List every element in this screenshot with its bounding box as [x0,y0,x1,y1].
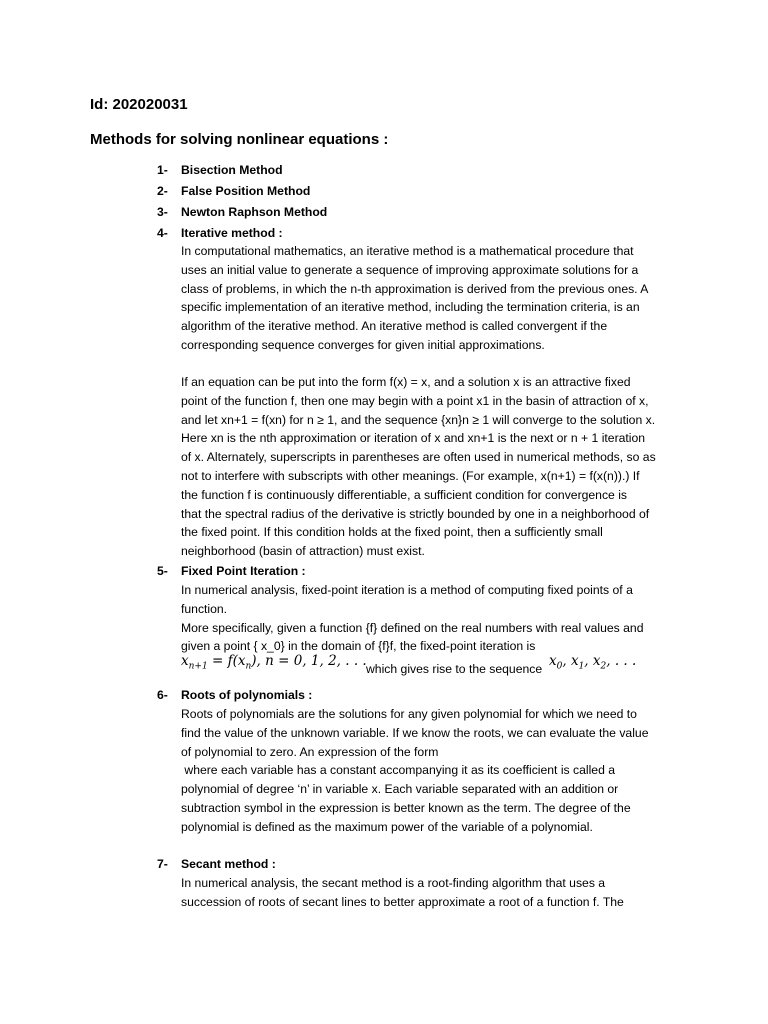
list-item-title: Iterative method : [181,226,283,240]
text-line: corresponding sequence converges for given initial approximations. [181,337,545,352]
text-line: that the spectral radius of the derivative is strictly bounded by one in a neighborhood of [181,506,650,521]
fixed-point-formula [181,652,661,679]
student-id-heading: Id: 202020031 [90,96,188,113]
paragraph [181,242,681,355]
text-line: uses an initial value to generate a sequence of improving approximate solutions for a [181,262,639,277]
text-line: algorithm of the iterative method. An iterative method is called convergent if the [181,319,608,334]
text-line: More specifically, given a function {f} defined on the real numbers with real values and [181,620,644,635]
list-item-number: 6- [157,688,168,702]
text-line: and let xn+1 = f(xn) for n ≥ 1, and the sequence {xn}n ≥ 1 will converge to the solution x. [181,412,656,427]
text-line: specific implementation of an iterative method, including the termination criteria, is an [181,300,640,315]
list-item-number: 3- [157,205,168,219]
text-line: function. [181,601,228,616]
text-line: subtraction symbol in the expression is better known as the term. The degree of the [181,800,631,815]
paragraph [181,705,681,837]
text-line: polynomial of degree ‘n’ in variable x. Each variable separated with an addition or [181,782,619,797]
list-item-number: 1- [157,163,168,177]
paragraph [181,373,681,561]
text-line: Roots of polynomials are the solutions for any given polynomial for which we need to [181,707,637,721]
text-line: given a point { x_0} in the domain of {f}f, the fixed-point iteration is [181,639,536,654]
list-item-title: Newton Raphson Method [181,205,328,219]
iteration-formula: $x_{n+1} = f(x_n)$, n = 0, 1, 2, . . . [181,652,367,672]
text-line: point of the function f, then one may begin with a point x1 in the basin of attraction of x, [181,393,649,408]
paragraph [181,581,681,656]
list-item-number: 2- [157,184,168,198]
text-line: where each variable has a constant accompanying it as its coefficient is called a [181,763,616,778]
list-item-title: Bisection Method [181,163,283,177]
sequence-formula: $x_0$, $x_1$, $x_2$, . . . [549,652,637,672]
text-line: polynomial is defined as the maximum power of the variable of a polynomial. [181,819,593,834]
text-line: In numerical analysis, the secant method is a root-finding algorithm that uses a [181,876,606,890]
list-item-number: 4- [157,226,168,240]
text-line: If an equation can be put into the form f(x) = x, and a solution x is an attractive fixed [181,375,631,389]
list-item-number: 7- [157,857,168,871]
text-line: find the value of the unknown variable. If we know the roots, we can evaluate the value [181,725,649,740]
text-line: not to interfere with subscripts with other meanings. (For example, x(n+1) = f(x(n)).) If [181,468,640,483]
text-line: of polynomial to zero. An expression of the form [181,744,439,759]
document-title: Methods for solving nonlinear equations : [90,131,389,148]
text-line: the function f is continuously differentiable, a sufficient condition for convergence is [181,487,628,502]
text-line: neighborhood (basin of attraction) must exist. [181,544,425,559]
text-line: the fixed point. If this condition holds at the fixed point, then a sufficiently small [181,525,603,540]
formula-caption: which gives rise to the sequence [366,662,543,677]
list-item-title: Secant method : [181,857,276,871]
list-item-number: 5- [157,564,168,578]
text-line: Here xn is the nth approximation or iteration of x and xn+1 is the next or n + 1 iteration [181,431,646,446]
text-line: In computational mathematics, an iterative method is a mathematical procedure that [181,244,634,258]
text-line: In numerical analysis, fixed-point iteration is a method of computing fixed points of a [181,583,633,597]
list-item-title: Fixed Point Iteration : [181,564,306,578]
text-line: class of problems, in which the n-th approximation is derived from the previous ones. A [181,281,649,296]
list-item-title: Roots of polynomials : [181,688,313,702]
list-item-title: False Position Method [181,184,311,198]
text-line: succession of roots of secant lines to better approximate a root of a function f. The [181,894,624,909]
text-line: of x. Alternately, superscripts in parentheses are often used in numerical methods, so as [181,450,656,465]
paragraph [181,874,681,912]
